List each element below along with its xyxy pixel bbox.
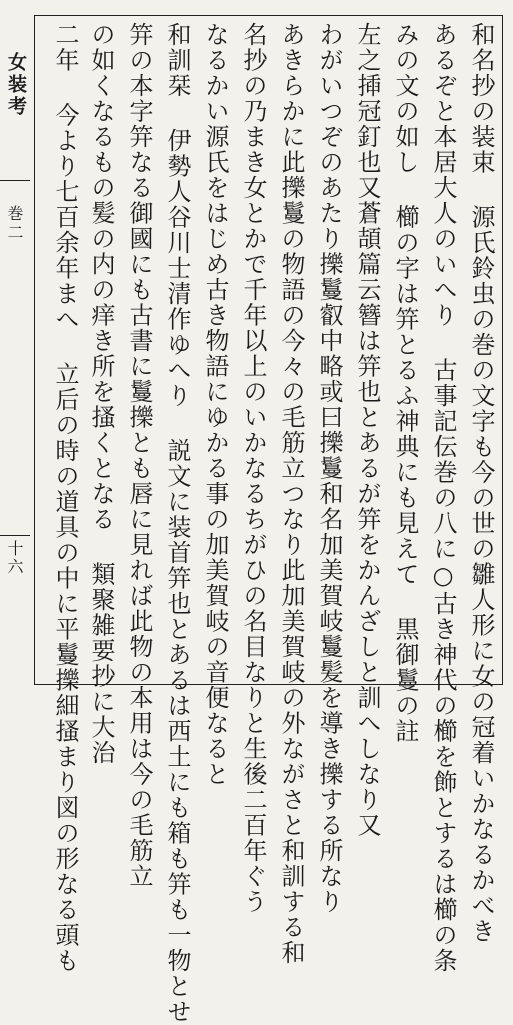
text-column-12: 二年 今より七百余年まへ 立后の時の道具の中に平鬘擽細搔まり図の形なる頭も: [51, 22, 79, 974]
text-column-6: あきらかに此擽鬘の物語の今々の毛筋立つなり此加美賀岐の外ながさと和訓する和: [277, 22, 305, 966]
text-column-5: わがいつぞのあたり擽鬘叡中略或曰擽鬘和名加美賀岐鬘髪を導き擽する所なり: [315, 22, 343, 915]
text-column-10: 笄の本字笄なる御國にも古書に鬘擽とも唇に見れば此物の本用は今の毛筋立: [125, 22, 153, 889]
text-column-8: なるかい源氏をはじめ古き物語にゆかる事の加美賀岐の音便なると: [201, 22, 229, 787]
volume-label: 巻二: [5, 205, 24, 243]
running-title: 女装考: [5, 52, 27, 118]
text-column-4: 左之揷冠釘也又蒼頡篇云簪は笄也とあるが笄をかんざしと訓へしなり又: [353, 22, 381, 838]
strip-divider-top: [0, 180, 30, 181]
margin-strip: [0, 30, 30, 660]
page-number: 十六: [5, 540, 24, 576]
main-text: [40, 22, 495, 1025]
text-column-9: 和訓栞 伊勢人谷川士清作ゆへり 説文に装首笄也とあるは西土にも箱も笄も一物とせ: [163, 22, 191, 1025]
text-column-7: 名抄の乃まき女とかで千年以上のいかなるちがひの名目なりと生後二百年ぐう: [239, 22, 267, 915]
text-column-2: あるぞと本居大人のいへり 古事記伝巻の八に○古き神代の櫛を飾とするは櫛の条: [429, 22, 457, 974]
text-column-3: みの文の如し 櫛の字は笄とるふ神典にも見えて 黒御鬘の註: [391, 22, 419, 744]
strip-divider-bottom: [0, 535, 30, 536]
text-column-11: の如くなるもの髪の内の痒き所を搔くとなる 類聚雑要抄に大治: [87, 22, 115, 766]
text-column-1: 和名抄の装束 源氏鈴虫の巻の文字も今の世の雛人形に女の冠着いかなるかべき: [467, 22, 495, 944]
